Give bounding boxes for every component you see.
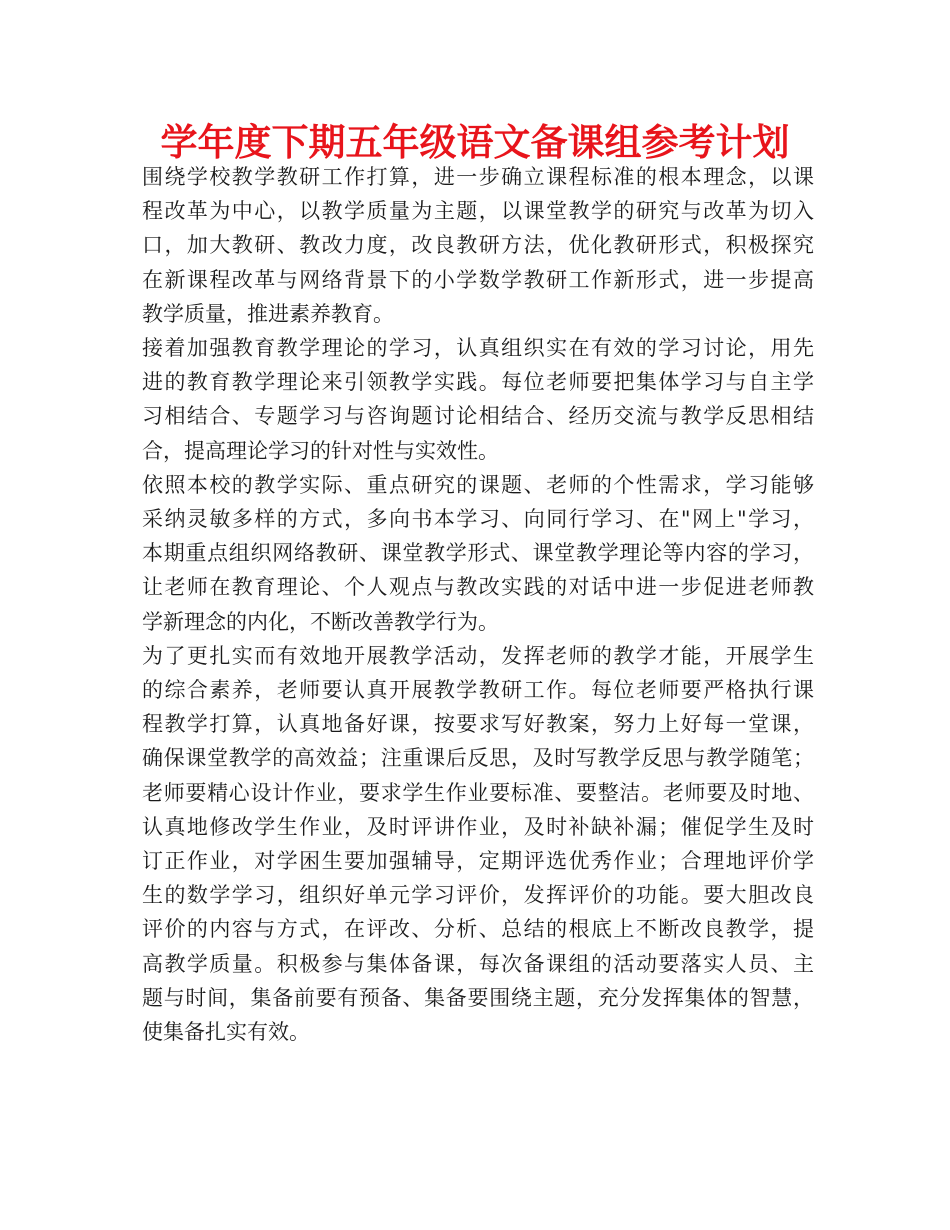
text-line: 的综合素养，老师要认真开展教学教研工作。每位老师要严格执行课 bbox=[142, 678, 814, 703]
text-line: 高教学质量。积极参与集体备课，每次备课组的活动要落实人员、主 bbox=[142, 951, 814, 976]
text-line: 在新课程改革与网络背景下的小学数学教研工作新形式，进一步提高 bbox=[142, 267, 814, 292]
text-line: 合，提高理论学习的针对性与实效性。 bbox=[142, 438, 499, 463]
paragraph bbox=[142, 160, 814, 331]
paragraph bbox=[142, 331, 814, 468]
text-line: 确保课堂教学的高效益；注重课后反思，及时写教学反思与教学随笔； bbox=[142, 746, 814, 771]
paragraph bbox=[142, 468, 814, 639]
text-line: 程教学打算，认真地备好课，按要求写好教案，努力上好每一堂课， bbox=[142, 712, 814, 737]
text-line: 题与时间，集备前要有预备、集备要围绕主题，充分发挥集体的智慧， bbox=[142, 985, 814, 1010]
text-line: 程改革为中心，以教学质量为主题，以课堂教学的研究与改革为切入 bbox=[142, 199, 814, 224]
text-line: 为了更扎实而有效地开展教学活动，发挥老师的教学才能，开展学生 bbox=[142, 643, 814, 668]
text-line: 进的教育教学理论来引领教学实践。每位老师要把集体学习与自主学 bbox=[142, 370, 814, 395]
text-line: 让老师在教育理论、个人观点与教改实践的对话中进一步促进老师教 bbox=[142, 575, 814, 600]
text-line: 接着加强教育教学理论的学习，认真组织实在有效的学习讨论，用先 bbox=[142, 336, 814, 361]
text-line: 老师要精心设计作业，要求学生作业要标准、要整洁。老师要及时地、 bbox=[142, 780, 814, 805]
text-line: 习相结合、专题学习与咨询题讨论相结合、经历交流与教学反思相结 bbox=[142, 404, 814, 429]
text-line: 评价的内容与方式，在评改、分析、总结的根底上不断改良教学，提 bbox=[142, 917, 814, 942]
document-body bbox=[142, 160, 814, 1049]
text-line: 生的数学学习，组织好单元学习评价，发挥评价的功能。要大胆改良 bbox=[142, 883, 814, 908]
text-line: 学新理念的内化，不断改善教学行为。 bbox=[142, 609, 499, 634]
text-line: 教学质量，推进素养教育。 bbox=[142, 301, 394, 326]
text-line: 口，加大教研、教改力度，改良教研方法，优化教研形式，积极探究 bbox=[142, 233, 814, 258]
text-line: 围绕学校教学教研工作打算，进一步确立课程标准的根本理念，以课 bbox=[142, 165, 814, 189]
text-line: 订正作业，对学困生要加强辅导，定期评选优秀作业；合理地评价学 bbox=[142, 849, 814, 874]
text-line: 本期重点组织网络教研、课堂教学形式、课堂教学理论等内容的学习， bbox=[142, 541, 814, 566]
text-line: 认真地修改学生作业，及时评讲作业，及时补缺补漏；催促学生及时 bbox=[142, 814, 814, 839]
text-line: 采纳灵敏多样的方式，多向书本学习、向同行学习、在"网上"学习， bbox=[142, 507, 814, 532]
text-line: 依照本校的教学实际、重点研究的课题、老师的个性需求，学习能够 bbox=[142, 472, 814, 497]
text-line: 使集备扎实有效。 bbox=[142, 1020, 310, 1045]
document-title: 学年度下期五年级语文备课组参考计划 bbox=[160, 121, 790, 164]
paragraph bbox=[142, 639, 814, 1049]
